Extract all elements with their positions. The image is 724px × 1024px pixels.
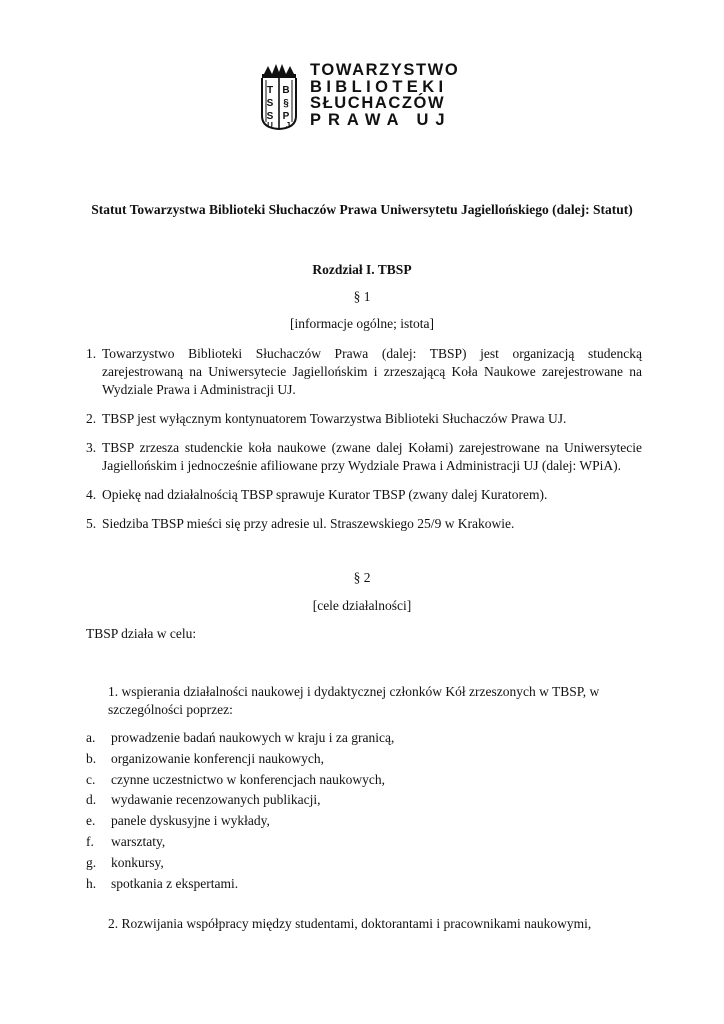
item-letter: a.: [86, 730, 96, 745]
section-2-point-1: 1. wspierania działalności naukowej i dydaktycznej członków Kół zrzeszonych w TBSP, w szczególności poprzez:: [108, 684, 600, 717]
item-text: panele dyskusyjne i wykłady,: [111, 813, 270, 829]
item-number: 3.: [86, 440, 97, 455]
item-number: 4.: [86, 487, 97, 502]
item-letter: g.: [86, 854, 97, 870]
logo-line-2: BIBLIOTEKI: [310, 77, 448, 96]
emblem-letter-t: T: [266, 85, 274, 96]
list-item: [86, 812, 646, 833]
item-text: organizowanie konferencji naukowych,: [111, 750, 325, 766]
list-item: [86, 771, 646, 792]
emblem-letter-b: B: [282, 85, 290, 96]
item-letter: b.: [86, 750, 97, 766]
item-letter: d.: [86, 792, 97, 808]
item-text: Siedziba TBSP mieści się przy adresie ul. Straszewskiego 25/9 w Krakowie.: [102, 516, 515, 531]
item-text: prowadzenie badań naukowych w kraju i za granicą,: [111, 730, 395, 745]
list-item: [86, 345, 642, 399]
emblem-letter-p: P: [282, 111, 290, 122]
logo-line-1: TOWARZYSTWO: [310, 61, 460, 79]
section-1-symbol: § 1: [353, 289, 371, 304]
item-letter: h.: [86, 875, 97, 891]
item-text: spotkania z ekspertami.: [111, 875, 239, 891]
logo-line-4: PRAWA UJ: [310, 110, 452, 129]
list-item: [86, 515, 642, 533]
list-item: [86, 729, 646, 750]
item-number: 5.: [86, 516, 97, 531]
section-1-list: [86, 345, 642, 533]
section-2-subtitle: [cele działalności]: [312, 598, 412, 613]
list-item: [86, 791, 646, 812]
section-2-point-2: 2. Rozwijania współpracy między studentami, doktorantami i pracownikami naukowymi,: [108, 916, 592, 931]
item-letter: c.: [86, 771, 96, 787]
item-number: 1.: [86, 346, 97, 361]
item-text: warsztaty,: [111, 833, 166, 849]
section-2-intro: TBSP działa w celu:: [86, 626, 197, 641]
section-1-subtitle: [informacje ogólne; istota]: [290, 316, 434, 331]
item-number: 2.: [86, 411, 97, 426]
emblem-letter-s: S: [266, 98, 274, 109]
list-item: [86, 833, 646, 854]
list-item: [86, 439, 642, 475]
emblem-letter-u: U: [267, 121, 273, 130]
item-text: konkursy,: [111, 854, 164, 870]
list-item: [86, 410, 642, 428]
tbsp-logo: [258, 60, 468, 132]
logo-wordmark: [310, 62, 459, 128]
list-item: [86, 486, 642, 504]
chapter-heading: Rozdział I. TBSP: [312, 262, 412, 277]
emblem-letter-s2: S: [266, 111, 274, 122]
document-title: Statut Towarzystwa Biblioteki Słuchaczów Prawa Uniwersytetu Jagiellońskiego (dalej: Statut): [91, 202, 633, 217]
section-2-symbol: § 2: [353, 570, 371, 585]
item-text: Opiekę nad działalnością TBSP sprawuje Kurator TBSP (zwany dalej Kuratorem).: [102, 487, 548, 502]
item-text: TBSP jest wyłącznym kontynuatorem Towarzystwa Biblioteki Słuchaczów Prawa UJ.: [102, 411, 567, 426]
tbsp-emblem-icon: [258, 64, 300, 130]
section-2-sub-list: [86, 729, 646, 895]
list-item: [86, 854, 646, 875]
list-item: [86, 750, 646, 771]
item-letter: e.: [86, 813, 96, 829]
emblem-letter-j: J: [285, 121, 291, 130]
item-text: Towarzystwo Biblioteki Słuchaczów Prawa (dalej: TBSP) jest organizacją studencką zarejestrowaną na Uniwersytecie Jagiellońskim i zrzeszającą Koła Naukowe zarejestrowane na Wydziale Prawa i Administracji UJ.: [102, 346, 642, 397]
item-letter: f.: [86, 833, 94, 849]
item-text: TBSP zrzesza studenckie koła naukowe (zwane dalej Kołami) zarejestrowane na Uniwersytecie Jagiellońskim i jednocześnie afiliowane przy Wydziale Prawa i Administracji UJ (dalej: WPiA).: [102, 440, 642, 473]
logo-line-3: SŁUCHACZÓW: [310, 94, 446, 112]
list-item: [86, 875, 646, 896]
item-text: wydawanie recenzowanych publikacji,: [111, 792, 321, 808]
emblem-letter-paragraph: §: [283, 98, 289, 109]
item-text: czynne uczestnictwo w konferencjach naukowych,: [111, 771, 386, 787]
